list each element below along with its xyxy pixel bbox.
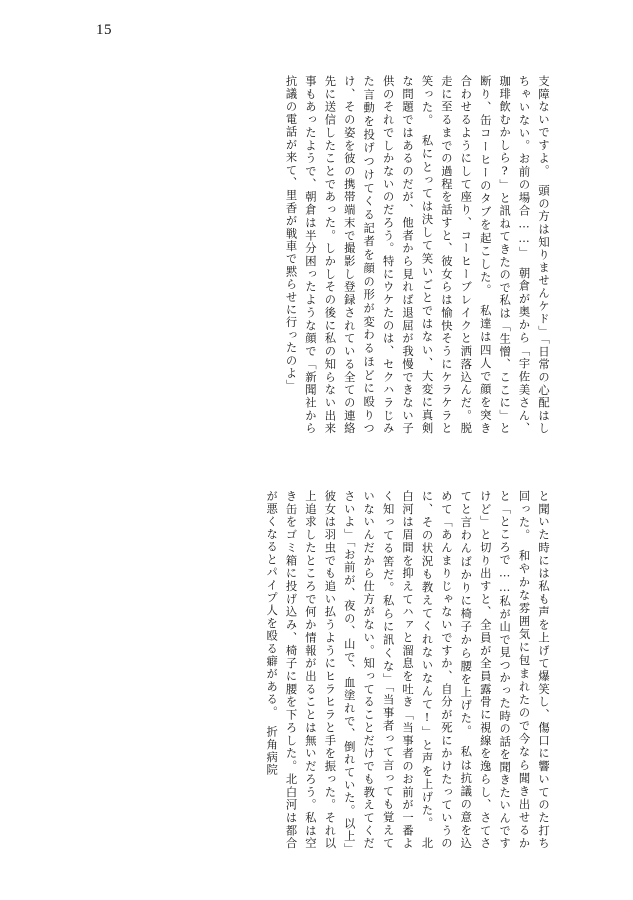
paragraph-upper: 支障ないですよ。 頭の方は知りませんケド」「日常の心配はしちゃいない。お前の場合……」 朝倉が奥から「宇佐美さん、珈琲飲むかしら?」と訊ねてきたので私は「生憎、ここに」と断り、缶コーヒーのタブを起こした。 私達は四人で顔を突き合わせるようにして座り、コーヒーブレイクと洒落込んだ。脱走に至るまでの過程を話すと、彼女らは愉快そうにケラケラと笑った。 私にとっては決して笑いごとではない、大変に真剣な問題ではあるのだが、他者から見れば退屈が我慢できない子供のそれでしかないのだろう。特にウケたのは、セクハラじみた言動を投げつけてくる記者を顔の形が変わるほどに殴りつけ、その姿を彼の携帯端末で撮影し登録されている全ての連絡先に送信したことであった。しかしその後に私の知らない出来事もあったようで、朝倉は半分困ったような顔で「新聞社から抗議の電話が来て、里香が戦車で黙らせに行ったのよ」: [284, 75, 550, 435]
body-text-lower-column: [133, 490, 553, 850]
body-text-upper-column: [133, 75, 553, 435]
paragraph-lower: と聞いた時には私も声を上げて爆笑し、傷口に響いてのた打ち回った。 和やかな雰囲気に包まれたので今なら聞き出せるかと「ところで……私が山で見つかった時の話を聞きたいんですけど」と切り出すと、全員が全員露骨に視線を逸らし、さてさてと言わんばかりに椅子から腰を上げた。 私は抗議の意を込めて「あんまりじゃないですか、自分が死にかけたっていうのに、その状況も教えてくれないなんて!」と声を上げた。 北白河は眉間を抑えてハァと溜息を吐き「当事者のお前が一番よく知ってる筈だ。私らに訊くな」「当事者って言っても覚えていないんだから仕方がない。知ってることだけでも教えてくださいよ」「お前が、夜の、山で、血塗れで、倒れていた。以上」彼女は羽虫でも追い払うようにヒラヒラと手を振った。それ以上追求したところで何か情報が出ることは無いだろう。私は空き缶をゴミ箱に投げ込み、椅子に腰を下ろした。北白河は都合が悪くなるとパイプ人を殴る癖がある。 折角病院: [265, 490, 550, 850]
page-number: 15: [96, 22, 112, 38]
